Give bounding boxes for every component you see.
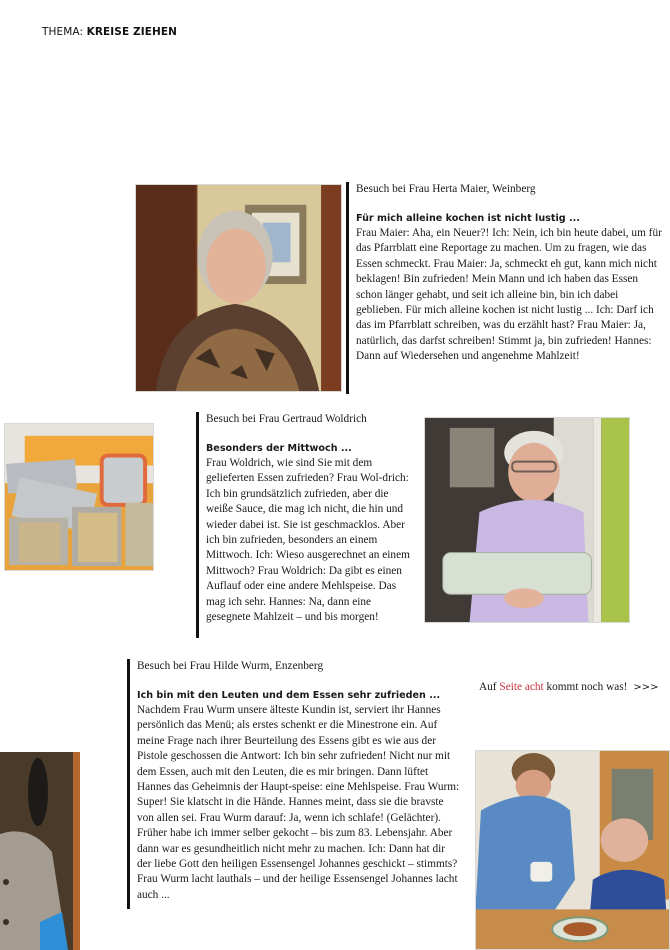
teaser-page-link[interactable]: Seite acht	[499, 681, 544, 693]
article-headline: Ich bin mit den Leuten und dem Essen sehr zufrieden ...	[137, 690, 441, 701]
article-location: Besuch bei Frau Gertraud Woldrich	[206, 413, 367, 425]
photo-hilde-wurm-served	[475, 750, 670, 950]
article-body: Frau Maier: Aha, ein Neuer?! Ich: Nein, ich bin heute dabei, um für das Pfarrblatt eine Reportage zu machen. Um zu fragen, wie das Essen schmeckt. Frau Maier: Ja, schmeckt eh gut, kann mich nicht beklagen! Bin zufrieden! Mein Mann und ich haben das Essen schon länger gehabt, und seit ich alleine bin, bin ich dabei geblieben. Für mich alleine kochen ist nicht lustig ... Ich: Darf ich das im Pfarrblatt schreiben, was du erzählt hast? Frau Maier: Ja, natürlich, das darfst schreiben! Stimmt ja, bin zufrieden! Hannes: Dann auf Wiedersehen und angenehme Mahlzeit!	[356, 227, 662, 363]
article-wurm	[127, 659, 462, 909]
photo-food-containers	[4, 423, 154, 571]
article-body: Frau Woldrich, wie sind Sie mit dem gelieferten Essen zufrieden? Frau Wol-drich: Ich bin grundsätzlich zufrieden, aber die weiße Sauce, die mag ich nicht, die hin und wieder dabei ist. Sie ist geschmacklos. Aber ich bin zufrieden, besonders an einem Mittwoch. Ich: Wieso ausgerechnet an einem Mittwoch? Frau Woldrich: Da gibt es einen Auflauf oder eine andere Mehlspeise. Das mag ich sehr. Hannes: Na, dann eine gesegnete Mahlzeit – und bis morgen!	[206, 457, 410, 624]
arrows-right-icon: >>>	[633, 682, 659, 693]
article-headline: Besonders der Mittwoch ...	[206, 443, 352, 454]
page-header	[42, 26, 177, 38]
section-topic: KREISE ZIEHEN	[86, 26, 178, 38]
continued-teaser	[479, 681, 659, 693]
photo-herta-maier	[135, 184, 342, 392]
photo-partial-person	[0, 752, 80, 950]
article-maier	[346, 182, 666, 394]
section-label: THEMA:	[42, 26, 84, 38]
article-body: Nachdem Frau Wurm unsere älteste Kundin ist, serviert ihr Hannes persönlich das Menü; als erstes schenkt er die Minestrone ein. Auf meine Frage nach ihrer Beurteilung des Essens gibt es wie aus der Pistole geschossen die Antwort: Ich bin sehr zufrieden! Nicht nur mit dem Essen, auch mit den Leuten, die es mir bringen. Dann lüftet Hannes das Geheimnis der Haupt-speise: eine Mehlspeise. Frau Wurm: Super! Sie klatscht in die Hände. Hannes meint, dass sie die bravste von allen sei. Frau Wurm darauf: Ja, wenn ich schlafe! (Gelächter). Früher habe ich immer selber gekocht – bis zum 83. Lebensjahr. Aber dann war es gesundheitlich nicht mehr zu machen. Ich: Dann hat dir der liebe Gott den heiligen Essensengel Johannes geschickt – stimmts? Frau Wurm lacht lauthals – und der heilige Essensengel Johannes lacht auch ...	[137, 704, 460, 901]
teaser-prefix: Auf	[479, 681, 500, 693]
article-headline: Für mich alleine kochen ist nicht lustig ...	[356, 213, 580, 224]
article-woldrich	[196, 412, 418, 638]
teaser-suffix: kommt noch was!	[543, 681, 628, 693]
article-location: Besuch bei Frau Herta Maier, Weinberg	[356, 183, 536, 195]
photo-gertraud-woldrich	[424, 417, 630, 623]
article-location: Besuch bei Frau Hilde Wurm, Enzenberg	[137, 660, 324, 672]
